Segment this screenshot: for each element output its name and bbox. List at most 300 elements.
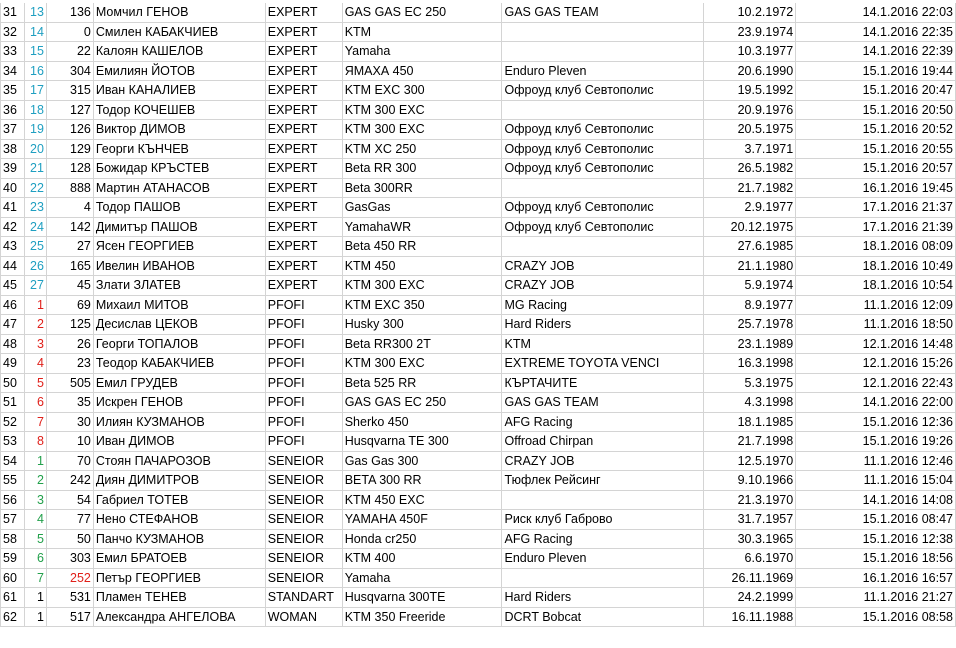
motorcycle-cell[interactable]: Beta RR300 2T [342,334,502,354]
position-cell[interactable]: 15 [24,42,46,62]
rider-name-cell[interactable]: Искрен ГЕНОВ [93,393,265,413]
position-cell[interactable]: 1 [24,295,46,315]
class-cell[interactable]: EXPERT [265,139,342,159]
registration-time-cell[interactable]: 12.1.2016 14:48 [796,334,956,354]
start-number-cell[interactable]: 252 [46,568,93,588]
team-cell[interactable]: CRAZY JOB [502,276,704,296]
team-cell[interactable]: Enduro Pleven [502,61,704,81]
table-row[interactable] [1,42,956,62]
registration-time-cell[interactable]: 17.1.2016 21:39 [796,217,956,237]
position-cell[interactable]: 6 [24,549,46,569]
position-cell[interactable]: 6 [24,393,46,413]
position-cell[interactable]: 13 [24,3,46,22]
row-number-cell[interactable]: 52 [1,412,25,432]
registration-time-cell[interactable]: 12.1.2016 22:43 [796,373,956,393]
start-number-cell[interactable]: 30 [46,412,93,432]
team-cell[interactable] [502,178,704,198]
start-number-cell[interactable]: 70 [46,451,93,471]
rider-name-cell[interactable]: Иван ДИМОВ [93,432,265,452]
table-row[interactable] [1,22,956,42]
class-cell[interactable]: EXPERT [265,276,342,296]
rider-name-cell[interactable]: Теодор КАБАКЧИЕВ [93,354,265,374]
birth-date-cell[interactable]: 20.5.1975 [704,120,796,140]
rider-name-cell[interactable]: Иван КАНАЛИЕВ [93,81,265,101]
motorcycle-cell[interactable]: Husky 300 [342,315,502,335]
motorcycle-cell[interactable]: KTM 300 EXC [342,354,502,374]
rider-name-cell[interactable]: Божидар КРЪСТЕВ [93,159,265,179]
table-row[interactable] [1,198,956,218]
team-cell[interactable]: Offroad Chirpan [502,432,704,452]
start-number-cell[interactable]: 304 [46,61,93,81]
start-number-cell[interactable]: 23 [46,354,93,374]
team-cell[interactable]: Офроуд клуб Севтополис [502,198,704,218]
start-number-cell[interactable]: 54 [46,490,93,510]
team-cell[interactable]: Тюфлек Рейсинг [502,471,704,491]
class-cell[interactable]: SENEIOR [265,568,342,588]
motorcycle-cell[interactable]: KTM EXC 300 [342,81,502,101]
class-cell[interactable]: EXPERT [265,120,342,140]
registration-time-cell[interactable]: 18.1.2016 10:49 [796,256,956,276]
row-number-cell[interactable]: 58 [1,529,25,549]
table-row[interactable] [1,373,956,393]
registration-time-cell[interactable]: 11.1.2016 12:09 [796,295,956,315]
registration-time-cell[interactable]: 11.1.2016 18:50 [796,315,956,335]
row-number-cell[interactable]: 46 [1,295,25,315]
motorcycle-cell[interactable]: KTM 300 EXC [342,100,502,120]
birth-date-cell[interactable]: 10.2.1972 [704,3,796,22]
rider-name-cell[interactable]: Нено СТЕФАНОВ [93,510,265,530]
table-row[interactable] [1,237,956,257]
start-number-cell[interactable]: 242 [46,471,93,491]
birth-date-cell[interactable]: 19.5.1992 [704,81,796,101]
row-number-cell[interactable]: 51 [1,393,25,413]
rider-name-cell[interactable]: Момчил ГЕНОВ [93,3,265,22]
row-number-cell[interactable]: 45 [1,276,25,296]
team-cell[interactable]: Офроуд клуб Севтополис [502,120,704,140]
row-number-cell[interactable]: 47 [1,315,25,335]
table-row[interactable] [1,354,956,374]
position-cell[interactable]: 24 [24,217,46,237]
motorcycle-cell[interactable]: KTM [342,22,502,42]
start-number-cell[interactable]: 505 [46,373,93,393]
class-cell[interactable]: PFOFI [265,432,342,452]
table-row[interactable] [1,471,956,491]
rider-name-cell[interactable]: Калоян КАШЕЛОВ [93,42,265,62]
row-number-cell[interactable]: 33 [1,42,25,62]
row-number-cell[interactable]: 32 [1,22,25,42]
row-number-cell[interactable]: 40 [1,178,25,198]
motorcycle-cell[interactable]: Husqvarna TE 300 [342,432,502,452]
birth-date-cell[interactable]: 21.7.1998 [704,432,796,452]
registration-time-cell[interactable]: 18.1.2016 10:54 [796,276,956,296]
table-row[interactable] [1,529,956,549]
start-number-cell[interactable]: 888 [46,178,93,198]
registration-time-cell[interactable]: 14.1.2016 22:35 [796,22,956,42]
class-cell[interactable]: EXPERT [265,22,342,42]
table-row[interactable] [1,549,956,569]
row-number-cell[interactable]: 41 [1,198,25,218]
class-cell[interactable]: SENEIOR [265,549,342,569]
position-cell[interactable]: 16 [24,61,46,81]
registration-time-cell[interactable]: 14.1.2016 14:08 [796,490,956,510]
class-cell[interactable]: EXPERT [265,159,342,179]
team-cell[interactable] [502,490,704,510]
start-number-cell[interactable]: 77 [46,510,93,530]
birth-date-cell[interactable]: 27.6.1985 [704,237,796,257]
birth-date-cell[interactable]: 20.12.1975 [704,217,796,237]
registration-time-cell[interactable]: 15.1.2016 08:58 [796,607,956,627]
start-number-cell[interactable]: 126 [46,120,93,140]
start-number-cell[interactable]: 531 [46,588,93,608]
rider-name-cell[interactable]: Стоян ПАЧАРОЗОВ [93,451,265,471]
table-row[interactable] [1,159,956,179]
motorcycle-cell[interactable]: BETA 300 RR [342,471,502,491]
registration-time-cell[interactable]: 11.1.2016 12:46 [796,451,956,471]
position-cell[interactable]: 2 [24,471,46,491]
row-number-cell[interactable]: 61 [1,588,25,608]
start-number-cell[interactable]: 165 [46,256,93,276]
registration-time-cell[interactable]: 14.1.2016 22:03 [796,3,956,22]
rider-name-cell[interactable]: Димитър ПАШОВ [93,217,265,237]
registration-time-cell[interactable]: 14.1.2016 22:39 [796,42,956,62]
start-number-cell[interactable]: 69 [46,295,93,315]
row-number-cell[interactable]: 44 [1,256,25,276]
rider-name-cell[interactable]: Диян ДИМИТРОВ [93,471,265,491]
team-cell[interactable]: CRAZY JOB [502,451,704,471]
rider-name-cell[interactable]: Панчо КУЗМАНОВ [93,529,265,549]
team-cell[interactable]: MG Racing [502,295,704,315]
rider-name-cell[interactable]: Мартин АТАНАСОВ [93,178,265,198]
birth-date-cell[interactable]: 5.9.1974 [704,276,796,296]
start-number-cell[interactable]: 125 [46,315,93,335]
position-cell[interactable]: 27 [24,276,46,296]
team-cell[interactable]: Офроуд клуб Севтополис [502,81,704,101]
motorcycle-cell[interactable]: ЯМАХА 450 [342,61,502,81]
birth-date-cell[interactable]: 9.10.1966 [704,471,796,491]
row-number-cell[interactable]: 34 [1,61,25,81]
row-number-cell[interactable]: 43 [1,237,25,257]
motorcycle-cell[interactable]: Husqvarna 300TE [342,588,502,608]
registration-time-cell[interactable]: 15.1.2016 18:56 [796,549,956,569]
position-cell[interactable]: 25 [24,237,46,257]
motorcycle-cell[interactable]: GAS GAS EC 250 [342,3,502,22]
start-number-cell[interactable]: 142 [46,217,93,237]
team-cell[interactable]: EXTREME TOYOTA VENCI [502,354,704,374]
position-cell[interactable]: 1 [24,451,46,471]
rider-name-cell[interactable]: Ивелин ИВАНОВ [93,256,265,276]
start-number-cell[interactable]: 127 [46,100,93,120]
motorcycle-cell[interactable]: YamahaWR [342,217,502,237]
position-cell[interactable]: 1 [24,607,46,627]
table-row[interactable] [1,393,956,413]
rider-name-cell[interactable]: Георги КЪНЧЕВ [93,139,265,159]
motorcycle-cell[interactable]: Beta 450 RR [342,237,502,257]
birth-date-cell[interactable]: 2.9.1977 [704,198,796,218]
motorcycle-cell[interactable]: KTM 450 [342,256,502,276]
team-cell[interactable]: Офроуд клуб Севтополис [502,139,704,159]
team-cell[interactable] [502,22,704,42]
row-number-cell[interactable]: 36 [1,100,25,120]
rider-name-cell[interactable]: Георги ТОПАЛОВ [93,334,265,354]
rider-name-cell[interactable]: Емилиян ЙОТОВ [93,61,265,81]
motorcycle-cell[interactable]: KTM EXC 350 [342,295,502,315]
birth-date-cell[interactable]: 24.2.1999 [704,588,796,608]
motorcycle-cell[interactable]: Yamaha [342,568,502,588]
team-cell[interactable]: Риск клуб Габрово [502,510,704,530]
birth-date-cell[interactable]: 6.6.1970 [704,549,796,569]
team-cell[interactable]: Enduro Pleven [502,549,704,569]
motorcycle-cell[interactable]: KTM 300 EXC [342,120,502,140]
position-cell[interactable]: 22 [24,178,46,198]
table-row[interactable] [1,178,956,198]
class-cell[interactable]: EXPERT [265,198,342,218]
row-number-cell[interactable]: 59 [1,549,25,569]
team-cell[interactable]: Hard Riders [502,588,704,608]
class-cell[interactable]: PFOFI [265,354,342,374]
motorcycle-cell[interactable]: GAS GAS EC 250 [342,393,502,413]
table-row[interactable] [1,276,956,296]
rider-name-cell[interactable]: Пламен ТЕНЕВ [93,588,265,608]
birth-date-cell[interactable]: 26.11.1969 [704,568,796,588]
rider-name-cell[interactable]: Десислав ЦЕКОВ [93,315,265,335]
registration-time-cell[interactable]: 15.1.2016 12:36 [796,412,956,432]
birth-date-cell[interactable]: 16.11.1988 [704,607,796,627]
start-number-cell[interactable]: 50 [46,529,93,549]
row-number-cell[interactable]: 60 [1,568,25,588]
position-cell[interactable]: 3 [24,490,46,510]
row-number-cell[interactable]: 56 [1,490,25,510]
registration-time-cell[interactable]: 11.1.2016 21:27 [796,588,956,608]
table-row[interactable] [1,588,956,608]
position-cell[interactable]: 3 [24,334,46,354]
table-row[interactable] [1,412,956,432]
start-number-cell[interactable]: 0 [46,22,93,42]
start-number-cell[interactable]: 45 [46,276,93,296]
team-cell[interactable]: AFG Racing [502,529,704,549]
team-cell[interactable]: Офроуд клуб Севтополис [502,217,704,237]
table-row[interactable] [1,490,956,510]
position-cell[interactable]: 21 [24,159,46,179]
table-row[interactable] [1,510,956,530]
position-cell[interactable]: 4 [24,510,46,530]
rider-name-cell[interactable]: Емил ГРУДЕВ [93,373,265,393]
motorcycle-cell[interactable]: Beta 525 RR [342,373,502,393]
position-cell[interactable]: 7 [24,568,46,588]
table-row[interactable] [1,315,956,335]
table-row[interactable] [1,139,956,159]
class-cell[interactable]: EXPERT [265,100,342,120]
start-number-cell[interactable]: 136 [46,3,93,22]
row-number-cell[interactable]: 35 [1,81,25,101]
birth-date-cell[interactable]: 16.3.1998 [704,354,796,374]
position-cell[interactable]: 5 [24,373,46,393]
birth-date-cell[interactable]: 20.9.1976 [704,100,796,120]
class-cell[interactable]: EXPERT [265,178,342,198]
registration-time-cell[interactable]: 15.1.2016 20:47 [796,81,956,101]
class-cell[interactable]: PFOFI [265,373,342,393]
motorcycle-cell[interactable]: GasGas [342,198,502,218]
team-cell[interactable]: GAS GAS TEAM [502,3,704,22]
birth-date-cell[interactable]: 25.7.1978 [704,315,796,335]
rider-name-cell[interactable]: Тодор КОЧЕШЕВ [93,100,265,120]
table-row[interactable] [1,61,956,81]
team-cell[interactable] [502,237,704,257]
birth-date-cell[interactable]: 26.5.1982 [704,159,796,179]
start-number-cell[interactable]: 27 [46,237,93,257]
rider-name-cell[interactable]: Злати ЗЛАТЕВ [93,276,265,296]
registration-time-cell[interactable]: 17.1.2016 21:37 [796,198,956,218]
rider-name-cell[interactable]: Ясен ГЕОРГИЕВ [93,237,265,257]
team-cell[interactable]: Офроуд клуб Севтополис [502,159,704,179]
motorcycle-cell[interactable]: Yamaha [342,42,502,62]
table-row[interactable] [1,432,956,452]
birth-date-cell[interactable]: 4.3.1998 [704,393,796,413]
birth-date-cell[interactable]: 23.1.1989 [704,334,796,354]
position-cell[interactable]: 7 [24,412,46,432]
class-cell[interactable]: SENEIOR [265,471,342,491]
birth-date-cell[interactable]: 30.3.1965 [704,529,796,549]
birth-date-cell[interactable]: 21.7.1982 [704,178,796,198]
class-cell[interactable]: EXPERT [265,61,342,81]
team-cell[interactable] [502,568,704,588]
row-number-cell[interactable]: 53 [1,432,25,452]
position-cell[interactable]: 18 [24,100,46,120]
registration-time-cell[interactable]: 15.1.2016 08:47 [796,510,956,530]
position-cell[interactable]: 8 [24,432,46,452]
start-number-cell[interactable]: 517 [46,607,93,627]
registration-time-cell[interactable]: 14.1.2016 22:00 [796,393,956,413]
class-cell[interactable]: EXPERT [265,256,342,276]
row-number-cell[interactable]: 48 [1,334,25,354]
position-cell[interactable]: 14 [24,22,46,42]
registration-time-cell[interactable]: 15.1.2016 19:44 [796,61,956,81]
rider-name-cell[interactable]: Илиян КУЗМАНОВ [93,412,265,432]
start-number-cell[interactable]: 35 [46,393,93,413]
table-row[interactable] [1,256,956,276]
team-cell[interactable] [502,100,704,120]
position-cell[interactable]: 20 [24,139,46,159]
team-cell[interactable]: GAS GAS TEAM [502,393,704,413]
registration-time-cell[interactable]: 15.1.2016 20:57 [796,159,956,179]
position-cell[interactable]: 23 [24,198,46,218]
position-cell[interactable]: 19 [24,120,46,140]
birth-date-cell[interactable]: 8.9.1977 [704,295,796,315]
start-number-cell[interactable]: 315 [46,81,93,101]
table-row[interactable] [1,334,956,354]
registration-time-cell[interactable]: 11.1.2016 15:04 [796,471,956,491]
registration-time-cell[interactable]: 12.1.2016 15:26 [796,354,956,374]
team-cell[interactable]: КЪРТАЧИТЕ [502,373,704,393]
table-row[interactable] [1,100,956,120]
table-row[interactable] [1,3,956,22]
team-cell[interactable]: CRAZY JOB [502,256,704,276]
motorcycle-cell[interactable]: Sherko 450 [342,412,502,432]
position-cell[interactable]: 17 [24,81,46,101]
rider-name-cell[interactable]: Габриел ТОТЕВ [93,490,265,510]
class-cell[interactable]: EXPERT [265,3,342,22]
rider-name-cell[interactable]: Смилен КАБАКЧИЕВ [93,22,265,42]
rider-name-cell[interactable]: Александра АНГЕЛОВА [93,607,265,627]
position-cell[interactable]: 26 [24,256,46,276]
birth-date-cell[interactable]: 21.3.1970 [704,490,796,510]
registration-time-cell[interactable]: 15.1.2016 19:26 [796,432,956,452]
motorcycle-cell[interactable]: Gas Gas 300 [342,451,502,471]
birth-date-cell[interactable]: 23.9.1974 [704,22,796,42]
team-cell[interactable] [502,42,704,62]
row-number-cell[interactable]: 31 [1,3,25,22]
team-cell[interactable]: KTM [502,334,704,354]
rider-name-cell[interactable]: Михаил МИТОВ [93,295,265,315]
table-row[interactable] [1,451,956,471]
class-cell[interactable]: PFOFI [265,295,342,315]
row-number-cell[interactable]: 54 [1,451,25,471]
class-cell[interactable]: STANDART [265,588,342,608]
start-number-cell[interactable]: 303 [46,549,93,569]
class-cell[interactable]: EXPERT [265,81,342,101]
row-number-cell[interactable]: 55 [1,471,25,491]
start-number-cell[interactable]: 128 [46,159,93,179]
rider-name-cell[interactable]: Виктор ДИМОВ [93,120,265,140]
position-cell[interactable]: 2 [24,315,46,335]
start-number-cell[interactable]: 10 [46,432,93,452]
motorcycle-cell[interactable]: KTM XC 250 [342,139,502,159]
class-cell[interactable]: SENEIOR [265,510,342,530]
class-cell[interactable]: SENEIOR [265,490,342,510]
registration-time-cell[interactable]: 15.1.2016 12:38 [796,529,956,549]
class-cell[interactable]: EXPERT [265,237,342,257]
motorcycle-cell[interactable]: KTM 400 [342,549,502,569]
row-number-cell[interactable]: 49 [1,354,25,374]
class-cell[interactable]: EXPERT [265,42,342,62]
position-cell[interactable]: 5 [24,529,46,549]
birth-date-cell[interactable]: 20.6.1990 [704,61,796,81]
motorcycle-cell[interactable]: KTM 450 EXC [342,490,502,510]
row-number-cell[interactable]: 37 [1,120,25,140]
class-cell[interactable]: WOMAN [265,607,342,627]
row-number-cell[interactable]: 39 [1,159,25,179]
team-cell[interactable]: AFG Racing [502,412,704,432]
row-number-cell[interactable]: 42 [1,217,25,237]
birth-date-cell[interactable]: 31.7.1957 [704,510,796,530]
birth-date-cell[interactable]: 12.5.1970 [704,451,796,471]
row-number-cell[interactable]: 57 [1,510,25,530]
table-row[interactable] [1,295,956,315]
class-cell[interactable]: SENEIOR [265,529,342,549]
position-cell[interactable]: 4 [24,354,46,374]
start-number-cell[interactable]: 22 [46,42,93,62]
birth-date-cell[interactable]: 10.3.1977 [704,42,796,62]
start-number-cell[interactable]: 129 [46,139,93,159]
table-row[interactable] [1,120,956,140]
registration-time-cell[interactable]: 15.1.2016 20:52 [796,120,956,140]
class-cell[interactable]: PFOFI [265,393,342,413]
table-row[interactable] [1,568,956,588]
team-cell[interactable]: DCRT Bobcat [502,607,704,627]
table-row[interactable] [1,607,956,627]
start-number-cell[interactable]: 26 [46,334,93,354]
registration-time-cell[interactable]: 16.1.2016 16:57 [796,568,956,588]
position-cell[interactable]: 1 [24,588,46,608]
row-number-cell[interactable]: 50 [1,373,25,393]
birth-date-cell[interactable]: 3.7.1971 [704,139,796,159]
rider-name-cell[interactable]: Тодор ПАШОВ [93,198,265,218]
registration-time-cell[interactable]: 16.1.2016 19:45 [796,178,956,198]
row-number-cell[interactable]: 38 [1,139,25,159]
birth-date-cell[interactable]: 5.3.1975 [704,373,796,393]
registration-time-cell[interactable]: 15.1.2016 20:55 [796,139,956,159]
row-number-cell[interactable]: 62 [1,607,25,627]
rider-name-cell[interactable]: Емил БРАТОЕВ [93,549,265,569]
